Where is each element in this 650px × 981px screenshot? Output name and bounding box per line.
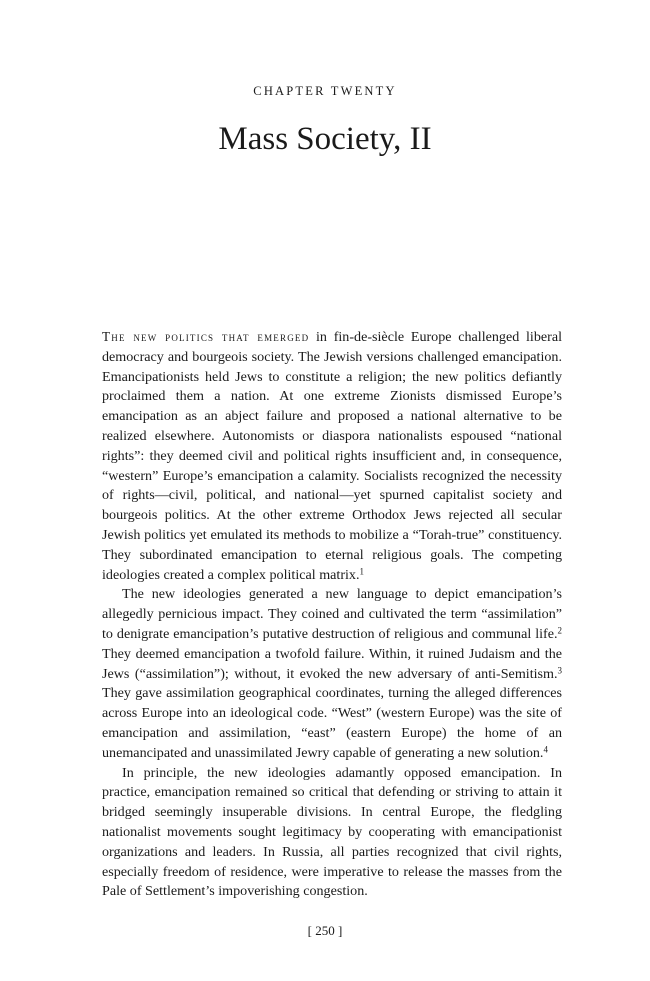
paragraph-text: The new ideologies generated a new language to depict emancipation’s allegedly pernicious impact. They coined and cultivated the term “assimilation” to denigrate emancipation’s putative destruction of religious and communal life.	[102, 586, 562, 642]
body-text	[102, 327, 562, 902]
footnote-marker: 1	[359, 566, 365, 577]
paragraph-text: They deemed emancipation a twofold failure. Within, it ruined Judaism and the Jews (“assimilation”); without, it evoked the new adversary of anti-Semitism.	[102, 645, 562, 682]
footnote-marker: 3	[557, 665, 562, 676]
chapter-label: CHAPTER TWENTY	[253, 84, 397, 98]
paragraph-2	[102, 585, 562, 763]
paragraph-text: In principle, the new ideologies adamantly opposed emancipation. In practice, emancipation remained so critical that defending or striving to attain it bridged seemingly insuperable divisions. In central Europe, the fledgling nationalist movements sought legitimacy by cooperating with emancipationist organizations and leaders. In Russia, all parties recognized that civil rights, especially freedom of residence, were imperative to release the masses from the Pale of Settlement’s impoverishing congestion.	[102, 764, 562, 900]
chapter-title: Mass Society, II	[218, 121, 432, 157]
paragraph-3	[102, 764, 562, 903]
paragraph-text: They gave assimilation geographical coordinates, turning the alleged differences across Europe into an ideological code. “West” (western Europe) was the site of emancipation and assimilation, “east” (eastern Europe) the home of an unemancipated and unassimilated Jewry capable of generating a new solution.	[102, 685, 562, 761]
footnote-marker: 2	[557, 625, 562, 636]
page-number: [ 250 ]	[307, 923, 343, 938]
paragraph-text: in fin-de-siècle Europe challenged liberal democracy and bourgeois society. The Jewish versions challenged emancipation. Emancipationists held Jews to constitute a religion; the new politics defiantly proclaimed them a nation. At one extreme Zionists dismissed Europe’s emancipation as an abject failure and proposed a national alternative to be realized elsewhere. Autonomists or diaspora nationalists espoused “national rights”: they deemed civil and political rights insufficient and, in consequence, “western” Europe’s emancipation a calamity. Socialists recognized the necessity of rights—civil, political, and national—yet spurned capitalist society and bourgeois politics. At the other extreme Orthodox Jews rejected all secular Jewish politics yet emulated its methods to mobilize a “Torah-true” constituency. They subordinated emancipation to eternal religious goals. The competing ideologies created a complex political matrix.	[102, 329, 562, 583]
footnote-marker: 4	[543, 744, 548, 755]
lead-in-small-caps: The new politics that emerged	[102, 329, 310, 344]
paragraph-1	[102, 327, 562, 585]
